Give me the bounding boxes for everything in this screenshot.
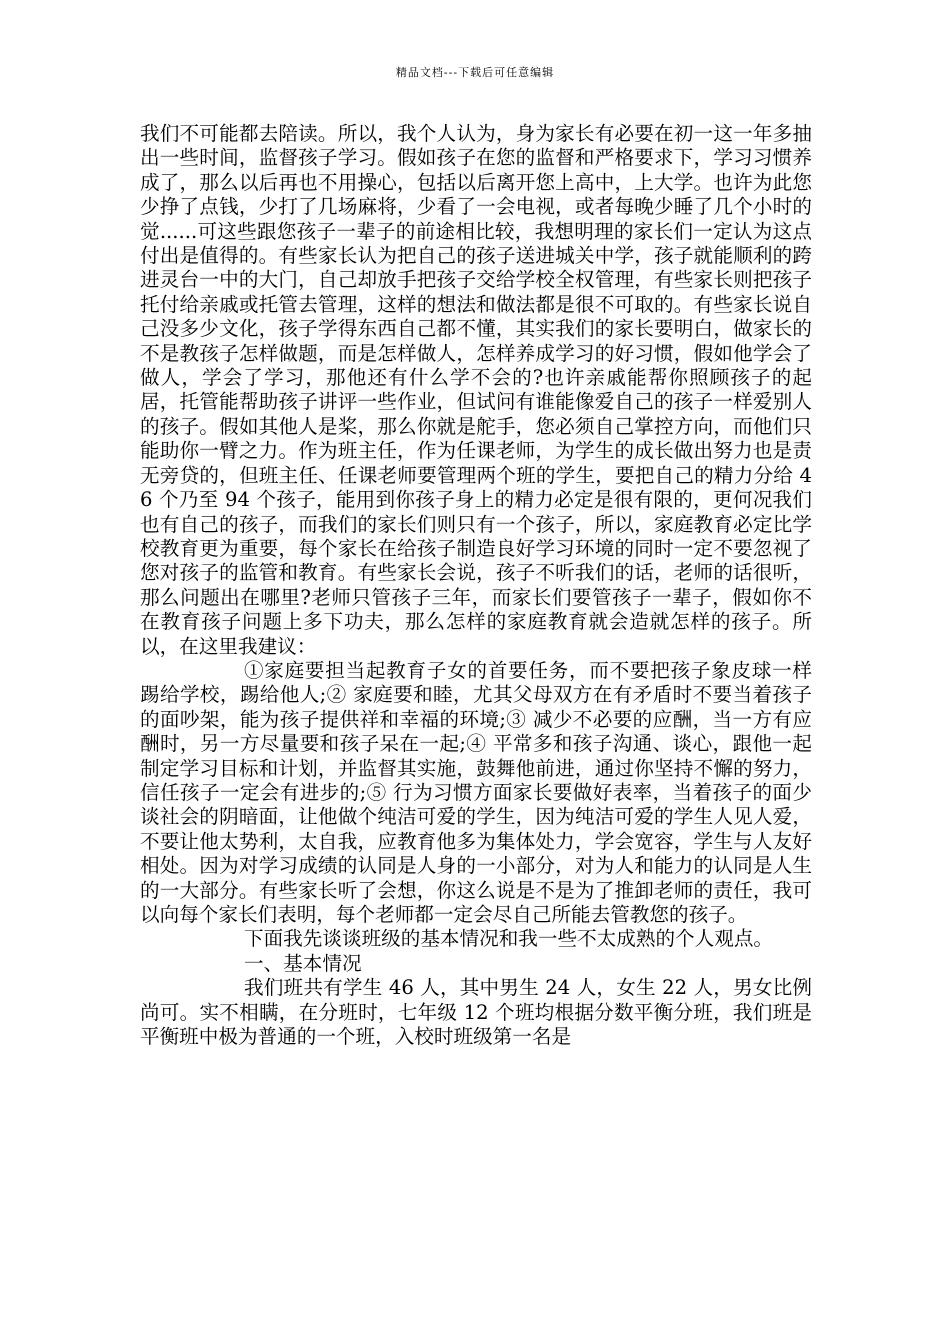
paragraph-basic-situation: 我们班共有学生 46 人，其中男生 24 人，女生 22 人，男女比例尚可。实不相瞒，在分班时，七年级 12 个班均根据分数平衡分班，我们班是平衡班中极为普通的一个班，入校时班级第一名是: [140, 976, 812, 1049]
paragraph-parent-supervision: 我们不可能都去陪读。所以，我个人认为，身为家长有必要在初一这一年多抽出一些时间，监督孩子学习。假如孩子在您的监督和严格要求下，学习习惯养成了，那么以后再也不用操心，包括以后离开您上高中，上大学。也许为此您少挣了点钱，少打了几场麻将，少看了一会电视，或者每晚少睡了几个小时的觉......可这些跟您孩子一辈子的前途相比较，我想明理的家长们一定认为这点付出是值得的。有些家长认为把自己的孩子送进城关中学，孩子就能顺利的跨进灵台一中的大门，自己却放手把孩子交给学校全权管理，有些家长则把孩子托付给亲戚或托管去管理，这样的想法和做法都是很不可取的。有些家长说自己没多少文化，孩子学得东西自己都不懂，其实我们的家长要明白，做家长的不是教孩子怎样做题，而是怎样做人，怎样养成学习的好习惯，假如他学会了做人，学会了学习，那他还有什么学不会的?也许亲戚能帮你照顾孩子的起居，托管能帮助孩子讲评一些作业，但试问有谁能像爱自己的孩子一样爱别人的孩子。假如其他人是桨，那么你就是舵手，您必须自己掌控方向，而他们只能助你一臂之力。作为班主任，作为任课老师，为学生的成长做出努力也是责无旁贷的，但班主任、任课老师要管理两个班的学生，要把自己的精力分给 46 个乃至 94 个孩子，能用到你孩子身上的精力必定是很有限的，更何况我们也有自己的孩子，而我们的家长们则只有一个孩子，所以，家庭教育必定比学校教育更为重要，每个家长在给孩子制造良好学习环境的同时一定不要忽视了您对孩子的监管和教育。有些家长会说，孩子不听我们的话，老师的话很听，那么问题出在哪里?老师只管孩子三年，而家长们要管孩子一辈子，假如你不在教育孩子问题上多下功夫，那么怎样的家庭教育就会造就怎样的孩子。所以，在这里我建议：: [140, 122, 812, 658]
paragraph-intro: 下面我先谈谈班级的基本情况和我一些不太成熟的个人观点。: [244, 927, 774, 951]
section-heading: 一、基本情况: [244, 951, 362, 975]
page-header: 精品文档---下载后可任意编辑: [395, 66, 555, 79]
paragraph-suggestions: ①家庭要担当起教育子女的首要任务，而不要把孩子象皮球一样踢给学校，踢给他人;② 家庭要和睦，尤其父母双方在有矛盾时不要当着孩子的面吵架，能为孩子提供祥和幸福的环境;③ 减少不必要的应酬，当一方有应酬时，另一方尽量要和孩子呆在一起;④ 平常多和孩子沟通、谈心，跟他一起制定学习目标和计划，并监督其实施，鼓舞他前进，通过你坚持不懈的努力，信任孩子一定会有进步的;⑤ 行为习惯方面家长要做好表率，当着孩子的面少谈社会的阴暗面，让他做个纯洁可爱的学生，因为纯洁可爱的学生人见人爱，不要让他太势利，太自我，应教育他多为集体处力，学会宽容，学生与人友好相处。因为对学习成绩的认同是人身的一小部分，对为人和能力的认同是人生的一大部分。有些家长听了会想，你这么说是不是为了推卸老师的责任，我可以向每个家长们表明，每个老师都一定会尽自己所能去管教您的孩子。: [140, 658, 812, 926]
document-body: [140, 122, 812, 1049]
